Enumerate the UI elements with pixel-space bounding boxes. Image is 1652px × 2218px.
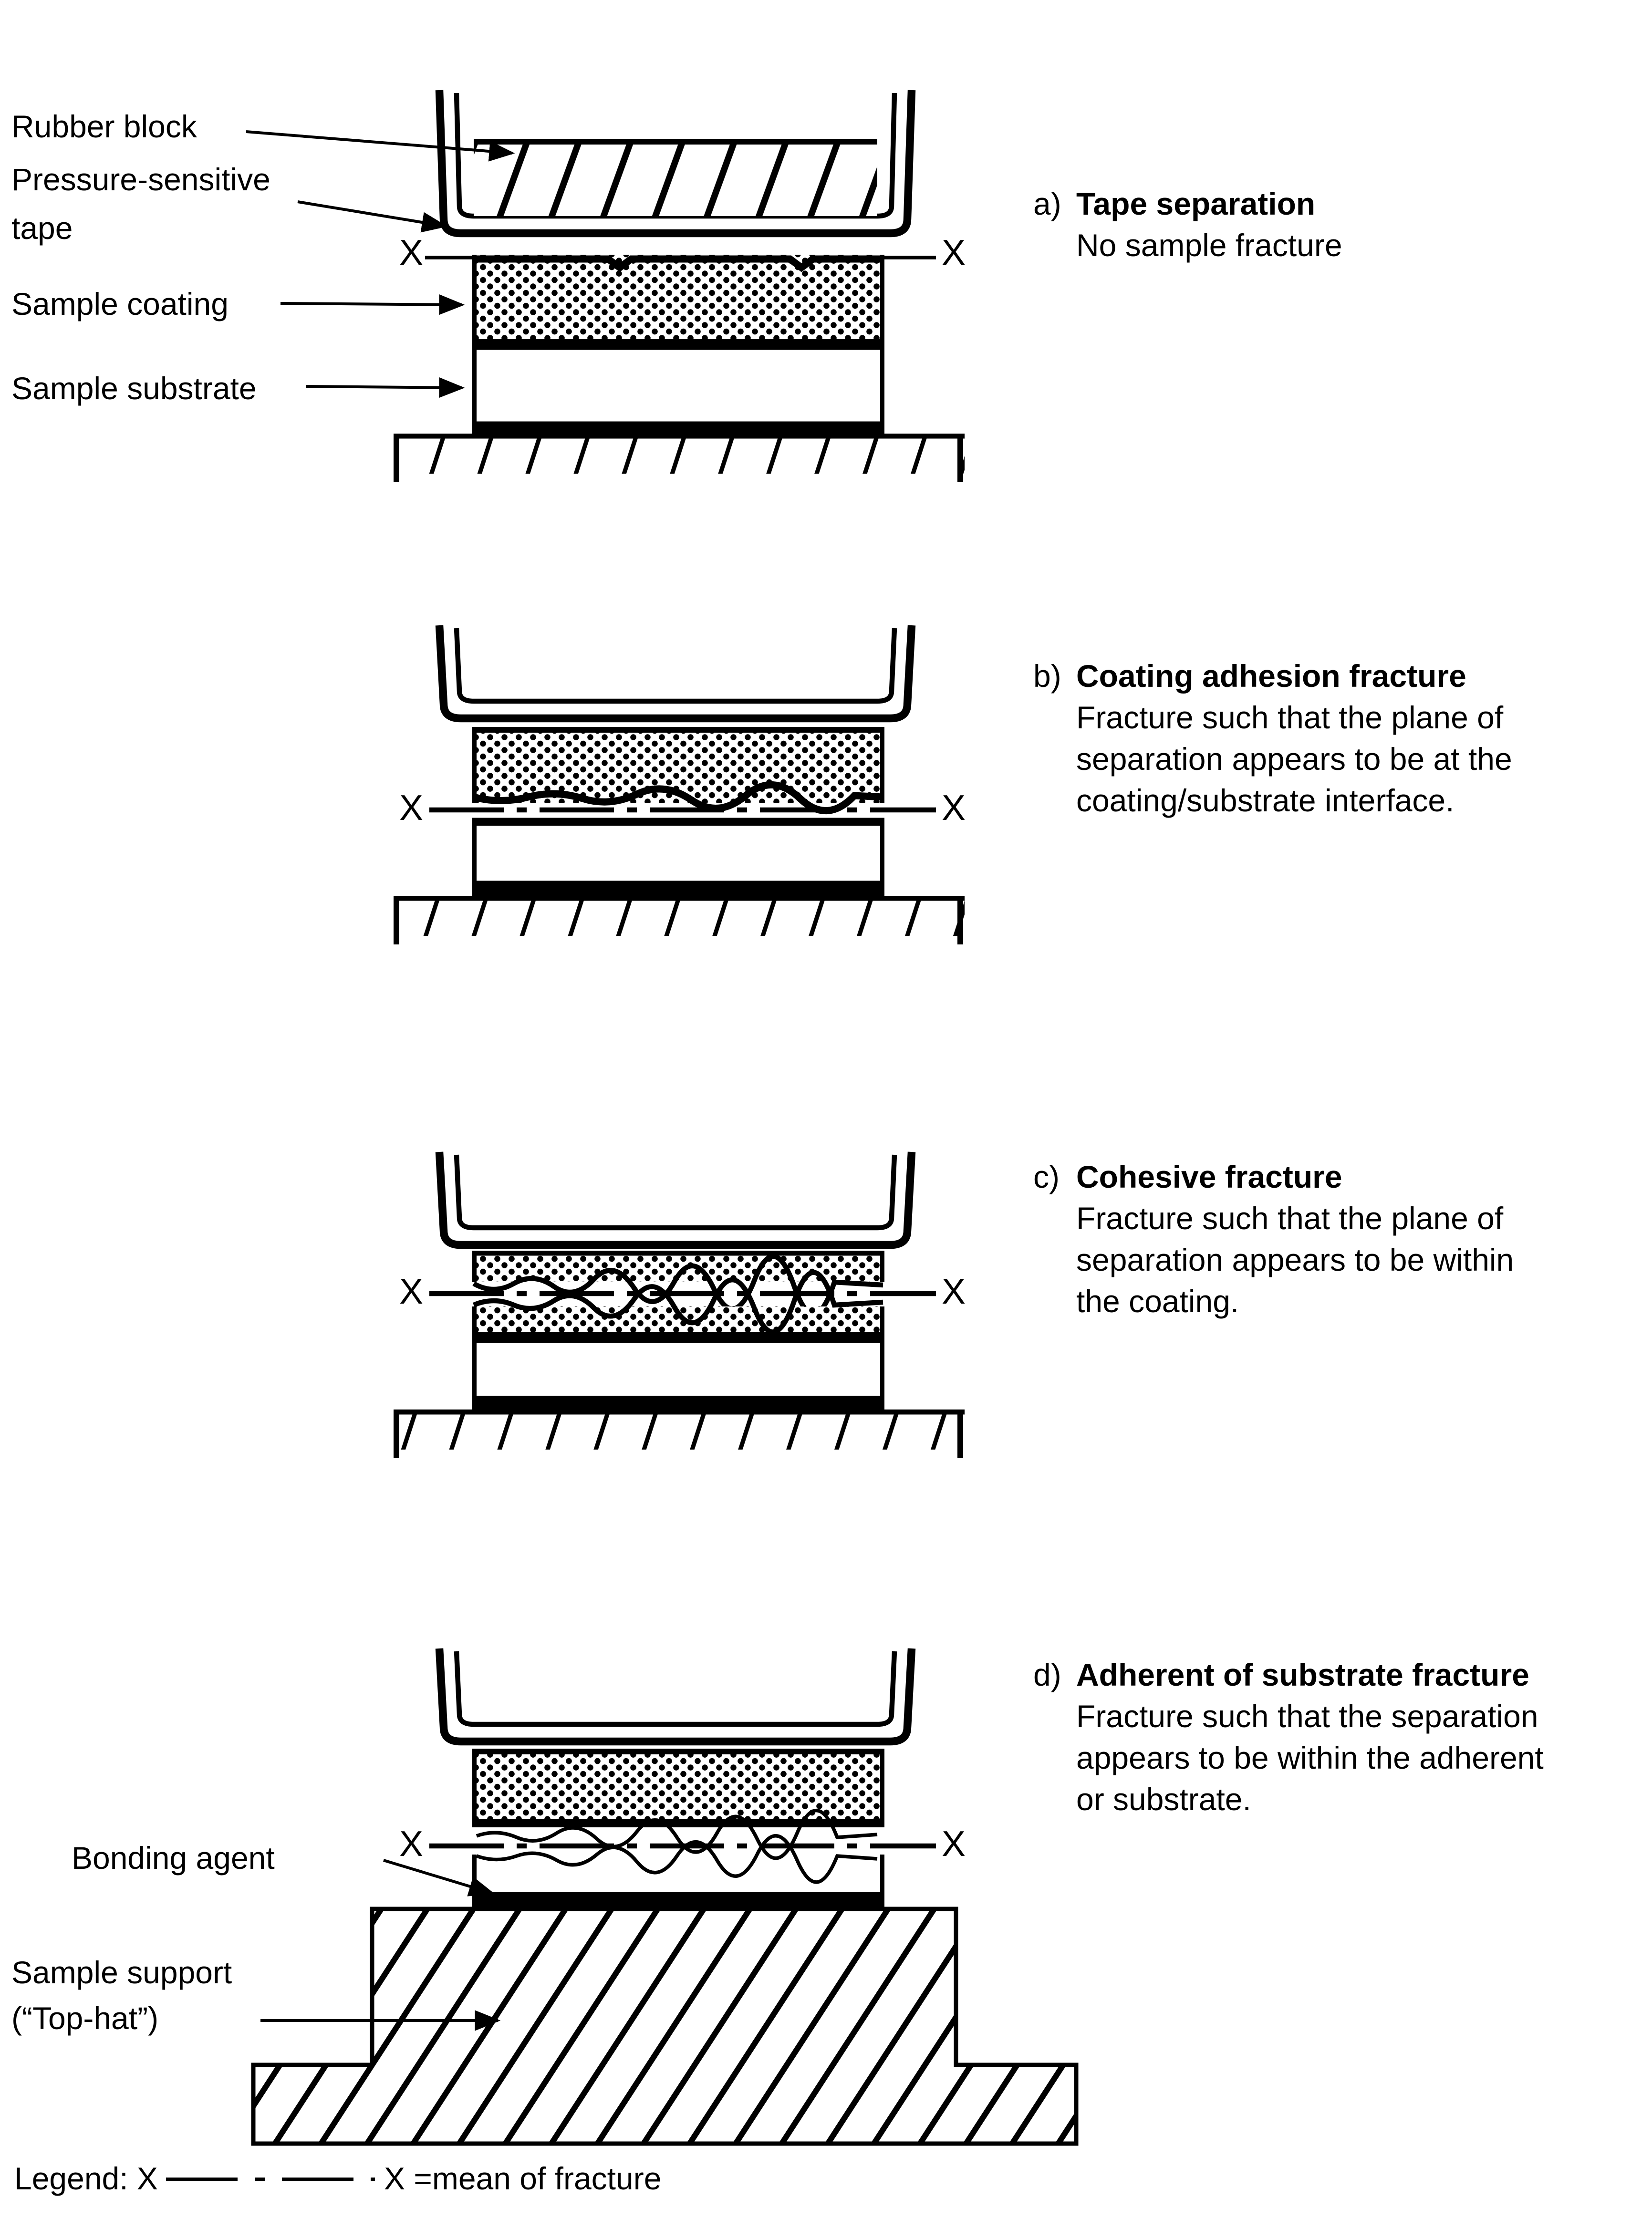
caption-b-letter: b): [1033, 658, 1061, 694]
fracture-mark-c-right: X: [942, 1272, 966, 1312]
caption-d-line: Fracture such that the separation: [1076, 1699, 1538, 1734]
diagram-b-coating-adhesion-fracture: [394, 625, 965, 944]
diagram-c-cohesive-fracture: [394, 1152, 965, 1458]
sample-support-label: Sample support: [11, 1955, 232, 1990]
sample-coating-label: Sample coating: [11, 286, 229, 322]
diagram-b-tape-holder-cup: [439, 625, 912, 718]
fracture-mark-a-right: X: [942, 233, 966, 273]
diagram-a-tape-separation: [394, 90, 965, 482]
diagram-d-bonding-agent-layer: [472, 1892, 884, 1907]
diagram-c-bonding-agent-layer: [472, 1398, 884, 1410]
fracture-mark-b-right: X: [942, 788, 966, 829]
fracture-mark-a-left: X: [399, 233, 424, 273]
diagram-c-sample-substrate: [475, 1341, 883, 1398]
rubber-block-label: Rubber block: [11, 109, 197, 145]
legend-prefix: Legend: X: [14, 2161, 158, 2197]
caption-c-line: Fracture such that the plane of: [1076, 1201, 1504, 1236]
caption-a-letter: a): [1033, 186, 1061, 222]
caption-c-letter: c): [1033, 1159, 1060, 1195]
fracture-mark-d-right: X: [942, 1824, 966, 1865]
sample-support-label-line2: (“Top-hat”): [11, 2000, 159, 2036]
diagram-b-sample-substrate: [472, 819, 884, 883]
pressure-sensitive-tape-label-line2: tape: [11, 210, 73, 246]
sample-coating-arrow: [281, 303, 462, 305]
diagram-c-coating-lower-half: [472, 1273, 884, 1341]
pressure-sensitive-tape-label: Pressure-sensitive: [11, 162, 270, 197]
legend-fracture-line-sample: [164, 2172, 378, 2187]
fracture-mark-d-left: X: [399, 1824, 424, 1865]
diagram-a-base-plate: [394, 434, 965, 482]
caption-c-line: separation appears to be within: [1076, 1242, 1514, 1278]
caption-a: [1033, 183, 1606, 266]
caption-c-title: Cohesive fracture: [1076, 1159, 1342, 1195]
diagram-d-adherent-remnant: [472, 1855, 884, 1892]
fracture-mark-c-left: X: [399, 1272, 424, 1312]
diagram-d-adherent-substrate-fracture: [253, 1648, 1076, 2144]
diagram-c-tape-holder-cup: [439, 1152, 912, 1245]
diagram-a-sample-substrate: [475, 348, 883, 424]
caption-a-line: No sample fracture: [1076, 228, 1342, 263]
caption-b-line: separation appears to be at the: [1076, 741, 1512, 777]
diagram-a-sample-coating: [472, 255, 884, 348]
diagram-b-sample-coating: [472, 727, 884, 811]
caption-c: [1033, 1156, 1606, 1322]
diagram-d-tape-holder-cup: [439, 1648, 912, 1741]
sample-substrate-arrow: [306, 386, 462, 388]
diagram-d-lower-fracture-surface: [477, 1836, 877, 1882]
legend-suffix: X =mean of fracture: [384, 2161, 662, 2197]
pressure-sensitive-tape-arrow: [298, 202, 445, 226]
diagram-a-rubber-block: [474, 139, 877, 216]
caption-d-letter: d): [1033, 1657, 1061, 1693]
caption-d-line: or substrate.: [1076, 1782, 1251, 1817]
bonding-agent-label: Bonding agent: [72, 1840, 275, 1876]
diagram-d-sample-support-top-hat: [253, 1909, 1076, 2144]
caption-b-line: Fracture such that the plane of: [1076, 700, 1504, 736]
caption-d-line: appears to be within the adherent: [1076, 1740, 1544, 1776]
rubber-block-arrow: [246, 132, 512, 153]
diagram-c-base-plate: [394, 1410, 965, 1458]
fracture-mark-b-left: X: [399, 788, 424, 829]
caption-b-title: Coating adhesion fracture: [1076, 658, 1466, 694]
diagram-d-sample-coating: [472, 1749, 884, 1827]
caption-b-line: coating/substrate interface.: [1076, 783, 1455, 819]
legend: [14, 2161, 661, 2198]
caption-c-line: the coating.: [1076, 1284, 1239, 1319]
caption-d-title: Adherent of substrate fracture: [1076, 1657, 1529, 1693]
caption-a-title: Tape separation: [1076, 186, 1316, 222]
diagram-b-bonding-agent-layer: [472, 883, 884, 896]
caption-b: [1033, 655, 1606, 821]
sample-substrate-label: Sample substrate: [11, 371, 257, 406]
caption-d: [1033, 1654, 1606, 1820]
diagram-b-base-plate: [394, 896, 965, 944]
